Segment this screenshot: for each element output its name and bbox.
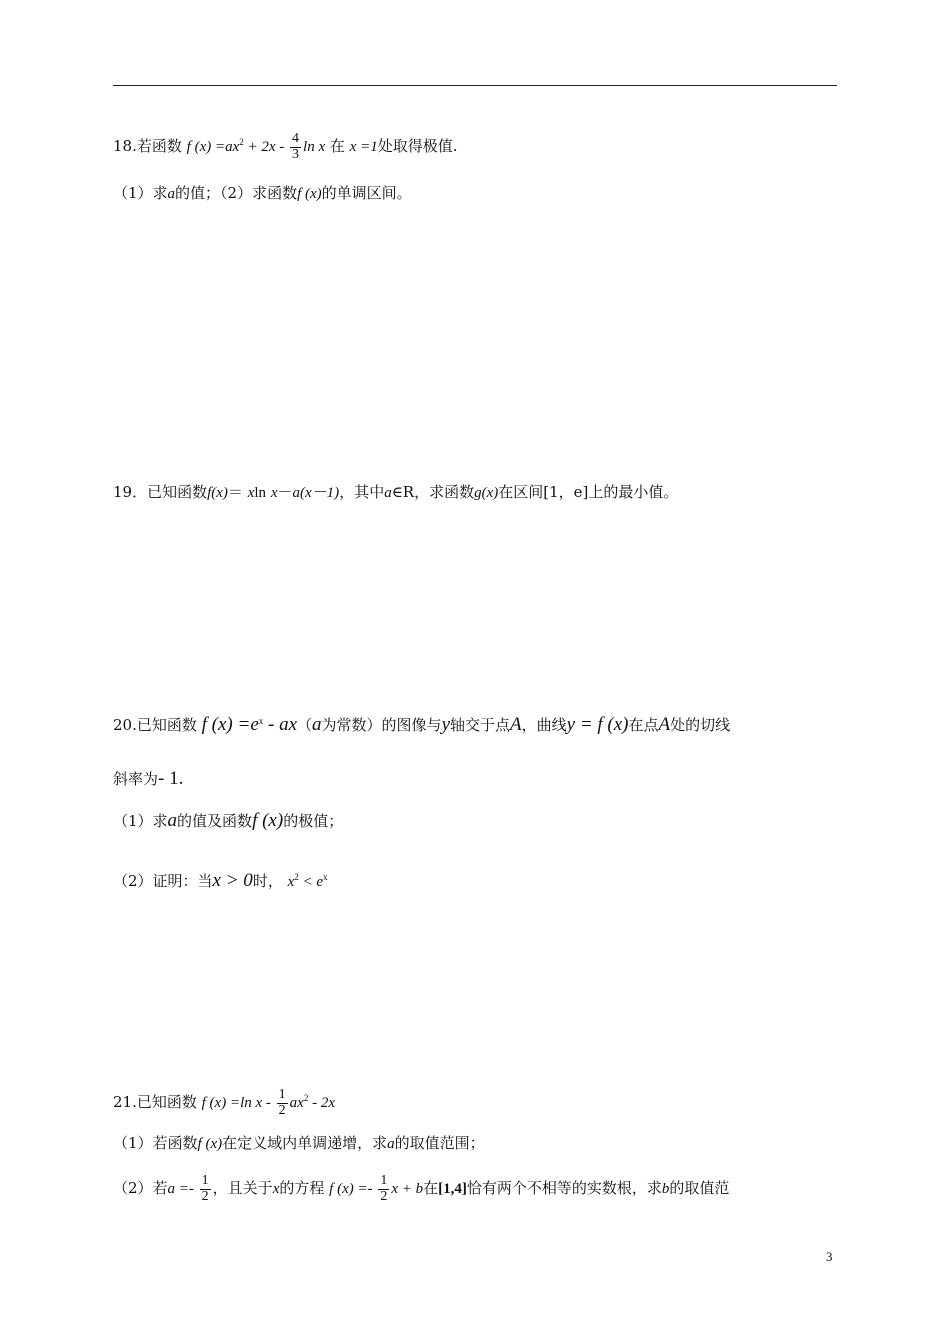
- q20-a: a: [312, 714, 322, 735]
- q20-sub1-var: a: [167, 810, 178, 831]
- q21-sub2-fraction2: [378, 1174, 389, 1204]
- q19-minus: －: [277, 483, 293, 501]
- q20-slope-text: 斜率为: [113, 770, 159, 788]
- q18-sub1: （1）求: [113, 184, 168, 202]
- q20-at-point: 在点: [628, 716, 659, 734]
- q20-ineq-mid: < e: [298, 874, 324, 890]
- q18-ln: ln x: [303, 139, 326, 156]
- q20-sub1-c: 的极值；: [283, 812, 344, 830]
- q19-eq: ＝: [227, 483, 243, 501]
- q20-sub1: [113, 810, 343, 833]
- q18-var-a: a: [167, 186, 176, 202]
- q18-tail: 处取得极值.: [377, 137, 458, 156]
- q18-x-eq: x =1: [349, 139, 378, 156]
- q18-number: 18.: [113, 137, 137, 156]
- q21-sub2-a: （2）若: [113, 1179, 168, 1198]
- q18-fx: f (x): [297, 186, 322, 202]
- q21-tail-formula: - 2x: [308, 1095, 335, 1112]
- q21-sub2-eq2: f (x) =-: [329, 1181, 377, 1198]
- q20-slope: [113, 768, 183, 791]
- q19-intro: 19．已知函数: [113, 483, 208, 501]
- q21-sub2-d: 在: [423, 1179, 439, 1198]
- q20-tangent: 处的切线: [670, 716, 731, 734]
- q20-sub2-a: （2）证明：当: [113, 872, 213, 890]
- q21-fraction: [277, 1088, 288, 1118]
- q20-point-a2: A: [658, 714, 671, 735]
- q21-formula: f (x) =ln x -: [201, 1095, 275, 1112]
- q21-intro: 21.已知函数: [113, 1093, 197, 1112]
- q20-paren: （: [297, 716, 313, 734]
- q20-sub2-cond: x > 0: [212, 870, 253, 891]
- q19-in-r: ∈R，求函数: [391, 483, 475, 501]
- q20-sub1-fx: f (x): [252, 810, 284, 831]
- q18-sub2-tail: 的单调区间。: [321, 184, 412, 202]
- q21-sub1-fx: f (x): [197, 1136, 223, 1152]
- q20-axis: 轴交于点: [450, 716, 511, 734]
- q21-sub2-frac2-den: 2: [380, 1188, 388, 1204]
- q21-sub1-a: （1）若函数: [113, 1134, 198, 1152]
- q20-sub2: [113, 870, 328, 893]
- q18-formula-lhs: f (x) =ax: [186, 139, 240, 156]
- q21-sub2-interval: [1,4]: [438, 1181, 467, 1198]
- q21-frac-den: 2: [278, 1102, 286, 1118]
- q21-sub1: [113, 1134, 485, 1153]
- q21-frac-num: 1: [278, 1087, 286, 1102]
- q20-sub1-b: 的值及函数: [177, 812, 253, 830]
- q20-const: 为常数）的图像与: [321, 716, 442, 734]
- q19-a: a: [292, 485, 301, 501]
- q19-mid: ，其中: [339, 483, 385, 501]
- q21-sub2-b-var: b: [661, 1181, 670, 1198]
- q20-curve-eq: y = f (x): [566, 714, 629, 735]
- q20-formula: f (x) =e: [201, 714, 259, 735]
- q19-fx: f(x): [207, 485, 228, 501]
- q21-sub2-frac-num: 1: [201, 1173, 209, 1188]
- q20-exp: x: [258, 716, 264, 726]
- q20-ineq-x: x: [287, 874, 295, 890]
- q19-gx: g(x): [474, 485, 499, 501]
- q18-sub1-tail: 的值；（2）求函数: [175, 184, 298, 202]
- q21-sub1-b: 在定义域内单调递增，求: [222, 1134, 388, 1152]
- q21-sub2-c: 的方程: [279, 1179, 325, 1198]
- q21-sub2-frac-den: 2: [201, 1188, 209, 1204]
- q19-x: x: [247, 485, 255, 501]
- q21-sub2-e: 恰有两个不相等的实数根，求: [466, 1179, 662, 1198]
- q21-sub2-f: 的取值范: [669, 1179, 730, 1198]
- q20-point-a: A: [510, 714, 522, 735]
- q20-intro: 20.已知函数: [113, 716, 197, 734]
- q20-ineq-sq: 2: [294, 872, 299, 882]
- q19-ln: ln: [254, 485, 267, 501]
- q18-intro: 若函数: [136, 137, 182, 156]
- q20-ineq-exp: x: [323, 872, 328, 882]
- q21-sub2-b: ，且关于: [212, 1179, 273, 1198]
- q21-sub2-x: x: [272, 1181, 280, 1198]
- q21-sub1-c: 的取值范围；: [394, 1134, 485, 1152]
- q20-sub2-b: 时，: [252, 872, 283, 890]
- q18-frac-den: 3: [292, 146, 300, 162]
- q19-x2: x: [270, 485, 278, 501]
- page-number: 3: [826, 1249, 833, 1264]
- q21-sq: 2: [303, 1093, 309, 1104]
- q18-square: 2: [239, 137, 244, 148]
- q20-slope-val: - 1.: [158, 768, 184, 789]
- q21-sub2-fraction: [200, 1174, 211, 1204]
- q19-a2: a: [384, 485, 392, 501]
- q19-statement: [113, 483, 678, 502]
- q20-y: y: [441, 714, 450, 735]
- q18-fraction: [290, 132, 301, 162]
- q20-formula2: - ax: [263, 714, 298, 735]
- q21-statement: [113, 1088, 335, 1118]
- q19-tail: 在区间[1，e]上的最小值。: [498, 483, 679, 501]
- q18-subquestions: [113, 184, 412, 203]
- q21-ax: ax: [289, 1095, 304, 1112]
- header-rule: [113, 85, 837, 86]
- q20-statement: [113, 714, 730, 737]
- q21-sub2: [113, 1174, 729, 1204]
- q18-at: 在: [329, 137, 345, 156]
- q18-formula-mid: + 2x -: [243, 139, 289, 156]
- q20-curve: ，曲线: [521, 716, 567, 734]
- q19-paren: (x－1): [300, 485, 340, 501]
- q21-sub2-xb: x + b: [391, 1181, 424, 1198]
- q18-statement: [113, 132, 458, 162]
- q21-sub1-var: a: [387, 1136, 395, 1152]
- q18-frac-num: 4: [292, 131, 300, 146]
- q21-sub2-eq: a =-: [167, 1181, 198, 1198]
- q21-sub2-frac2-num: 1: [380, 1173, 388, 1188]
- q20-sub1-a: （1）求: [113, 812, 168, 830]
